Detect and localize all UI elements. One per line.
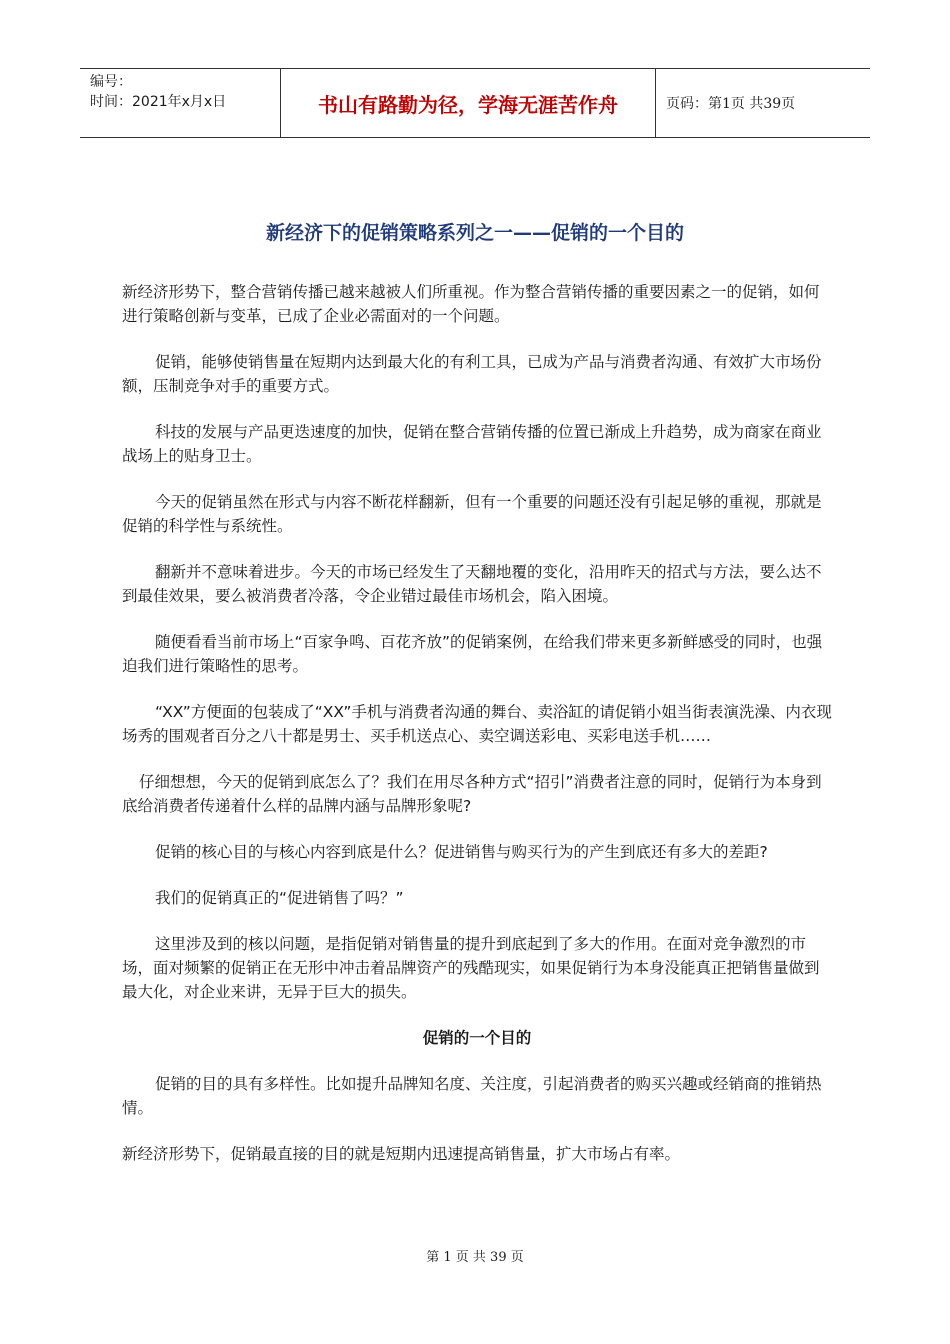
page-footer: 第 1 页 共 39 页 (426, 1250, 524, 1265)
page-header (80, 68, 870, 138)
paragraph: 仔细想想，今天的促销到底怎么了？我们在用尽各种方式“招引”消费者注意的同时，促销行为本身到底给消费者传递着什么样的品牌内涵与品牌形象呢? (122, 773, 822, 815)
number-label: 编号： (90, 74, 132, 90)
document-title: 新经济下的促销策略系列之一——促销的一个目的 (265, 222, 684, 244)
document-body (122, 280, 832, 1188)
paragraph: 今天的促销虽然在形式与内容不断花样翻新，但有一个重要的问题还没有引起足够的重视，那就是促销的科学性与系统性。 (122, 493, 822, 535)
time-label: 时间：2021年x月x日 (90, 94, 227, 110)
header-page-info: 页码：第1页 共39页 (666, 96, 796, 112)
paragraph: 新经济形势下，整合营销传播已越来越被人们所重视。作为整合营销传播的重要因素之一的促销，如何进行策略创新与变革，已成了企业必需面对的一个问题。 (122, 283, 820, 325)
paragraph: 促销的目的具有多样性。比如提升品牌知名度、关注度，引起消费者的购买兴趣或经销商的推销热情。 (122, 1075, 822, 1117)
header-meta (80, 69, 280, 137)
paragraph: “XX”方便面的包装成了“XX”手机与消费者沟通的舞台、卖浴缸的请促销小姐当街表演洗澡、内衣现场秀的围观者百分之八十都是男士、买手机送点心、卖空调送彩电、买彩电送手机…… (122, 703, 832, 745)
paragraph: 翻新并不意味着进步。今天的市场已经发生了天翻地覆的变化，沿用昨天的招式与方法，要么达不到最佳效果，要么被消费者冷落，令企业错过最佳市场机会，陷入困境。 (122, 563, 822, 605)
paragraph: 我们的促销真正的“促进销售了吗？” (155, 889, 404, 907)
header-motto: 书山有路勤为径，学海无涯苦作舟 (280, 69, 656, 137)
section-heading: 促销的一个目的 (422, 1029, 532, 1047)
paragraph: 促销的核心目的与核心内容到底是什么？促进销售与购买行为的产生到底还有多大的差距? (155, 843, 768, 861)
paragraph: 随便看看当前市场上“百家争鸣、百花齐放”的促销案例，在给我们带来更多新鲜感受的同时，也强迫我们进行策略性的思考。 (122, 633, 823, 675)
paragraph: 促销，能够使销售量在短期内达到最大化的有利工具，已成为产品与消费者沟通、有效扩大市场份额，压制竞争对手的重要方式。 (122, 353, 822, 395)
paragraph: 这里涉及到的核以问题，是指促销对销售量的提升到底起到了多大的作用。在面对竞争激烈的市场，面对频繁的促销正在无形中冲击着品牌资产的残酷现实，如果促销行为本身没能真正把销售量做到最大化，对企业来讲，无异于巨大的损失。 (122, 935, 820, 1001)
paragraph: 新经济形势下，促销最直接的目的就是短期内迅速提高销售量，扩大市场占有率。 (122, 1145, 681, 1163)
paragraph: 科技的发展与产品更迭速度的加快，促销在整合营销传播的位置已渐成上升趋势，成为商家在商业战场上的贴身卫士。 (122, 423, 822, 465)
